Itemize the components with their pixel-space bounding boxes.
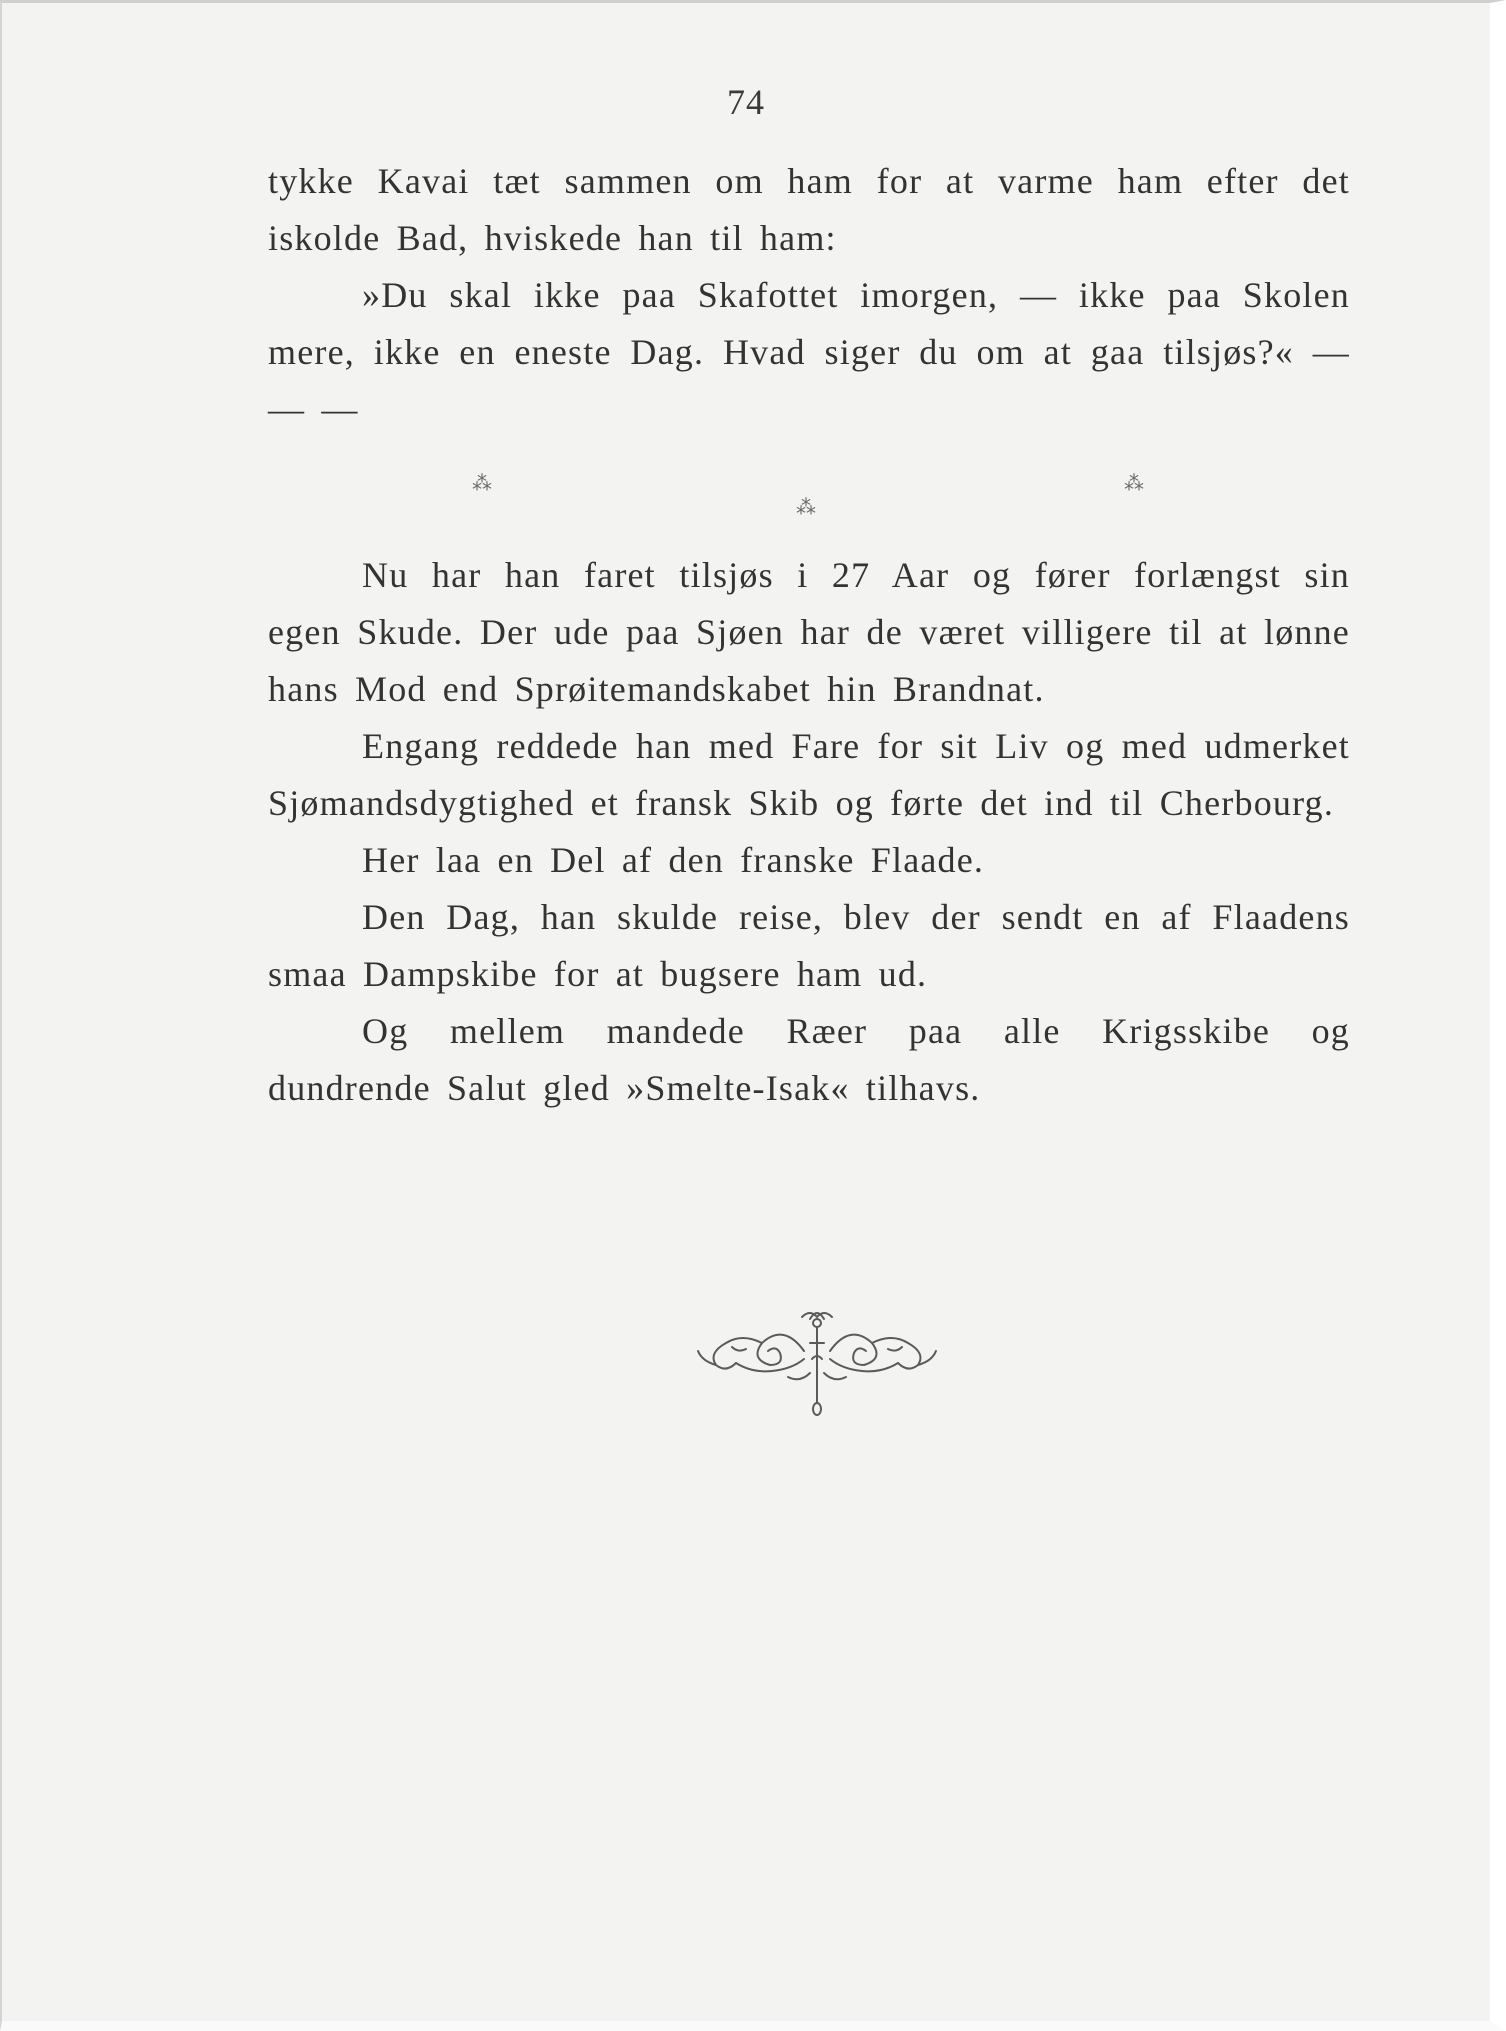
lower-text-block — [268, 547, 1350, 1117]
paragraph: Nu har han faret tilsjøs i 27 Aar og fører forlængst sin egen Skude. Der ude paa Sjøen har de været villigere til at lønne hans Mod end Sprøitemandskabet hin Brandnat. — [268, 555, 1350, 709]
section-break-asterism — [2, 463, 1506, 523]
page-number: 74 — [727, 82, 765, 122]
top-text-block — [268, 153, 1350, 438]
paragraph: tykke Kavai tæt sammen om ham for at varme ham efter det iskolde Bad, hviskede han til ham: — [268, 161, 1350, 258]
paragraph: Her laa en Del af den franske Flaade. — [362, 840, 985, 880]
paragraph: »Du skal ikke paa Skafottet imorgen, — ikke paa Skolen mere, ikke en eneste Dag. Hvad siger du om at gaa tilsjøs?« — — — — [268, 275, 1350, 429]
paragraph: Og mellem mandede Ræer paa alle Krigsskibe og dundrende Salut gled »Smelte-Isak« tilhavs. — [268, 1011, 1350, 1108]
paragraph: Den Dag, han skulde reise, blev der sendt en af Flaadens smaa Dampskibe for at bugsere ham ud. — [268, 897, 1350, 994]
asterism-glyph-left: ⁂ — [472, 471, 492, 495]
asterism-glyph-right: ⁂ — [1124, 471, 1144, 495]
asterism-glyph-center: ⁂ — [796, 495, 816, 519]
floral-tailpiece-ornament-icon — [692, 1303, 942, 1423]
paragraph: Engang reddede han med Fare for sit Liv og med udmerket Sjømandsdygtighed et fransk Skib og førte det ind til Cherbourg. — [268, 726, 1350, 823]
